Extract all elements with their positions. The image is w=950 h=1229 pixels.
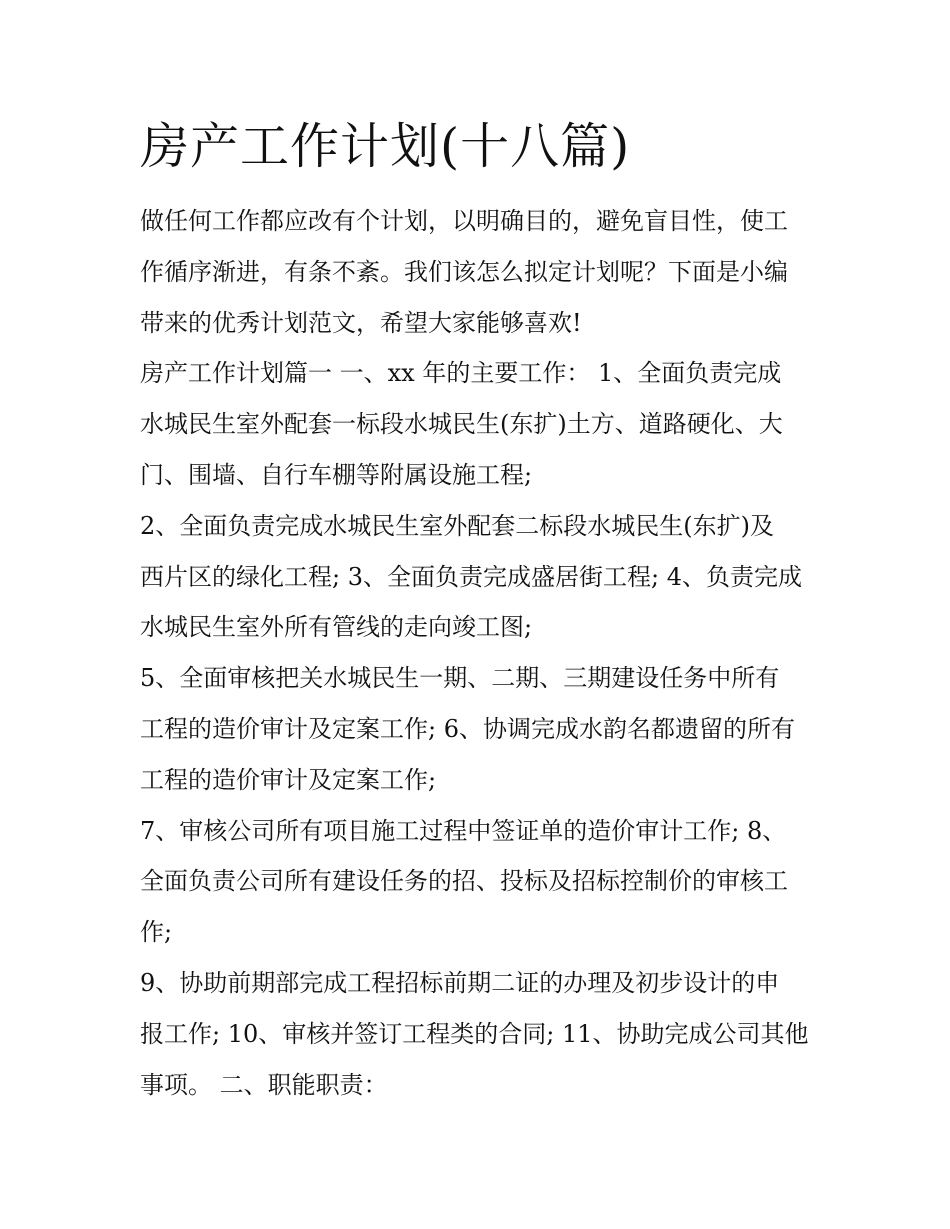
text-line: 工程的造价审计及定案工作; 6、协调完成水韵名都遗留的所有 [140, 714, 795, 743]
text-line: 报工作; 10、审核并签订工程类的合同; 11、协助完成公司其他 [140, 1019, 809, 1048]
plan-paragraph-1 [140, 348, 820, 500]
text-line: 7、审核公司所有项目施工过程中签证单的造价审计工作; 8、 [140, 816, 787, 845]
text-line: 作循序渐进，有条不紊。我们该怎么拟定计划呢？下面是小编 [140, 257, 788, 286]
text-line: 作; [140, 918, 173, 947]
text-line: 事项。 二、职能职责： [140, 1070, 388, 1099]
text-line: 带来的优秀计划范文，希望大家能够喜欢! [140, 308, 582, 337]
plan-paragraph-5 [140, 958, 820, 1110]
document-page [140, 112, 820, 1110]
intro-paragraph [140, 196, 820, 348]
plan-paragraph-3 [140, 653, 820, 805]
plan-paragraph-4 [140, 806, 820, 958]
document-body [140, 196, 820, 1110]
text-line: 5、全面审核把关水城民生一期、二期、三期建设任务中所有 [140, 664, 780, 693]
text-line: 工程的造价审计及定案工作; [140, 765, 437, 794]
text-line: 水城民生室外所有管线的走向竣工图; [140, 613, 533, 642]
plan-paragraph-2 [140, 501, 820, 653]
text-line: 9、协助前期部完成工程招标前期二证的办理及初步设计的申 [140, 968, 780, 997]
text-line: 房产工作计划篇一 一、xx 年的主要工作： 1、全面负责完成 [140, 359, 782, 388]
text-line: 做任何工作都应改有个计划，以明确目的，避免盲目性，使工 [140, 207, 788, 235]
document-title: 房产工作计划(十八篇) [140, 118, 631, 175]
text-line: 全面负责公司所有建设任务的招、投标及招标控制价的审核工 [140, 867, 788, 896]
text-line: 水城民生室外配套一标段水城民生(东扩)土方、道路硬化、大 [140, 410, 783, 439]
text-line: 西片区的绿化工程; 3、全面负责完成盛居街工程; 4、负责完成 [140, 562, 802, 591]
text-line: 门、围墙、自行车棚等附属设施工程; [140, 460, 533, 489]
text-line: 2、全面负责完成水城民生室外配套二标段水城民生(东扩)及 [140, 511, 774, 540]
